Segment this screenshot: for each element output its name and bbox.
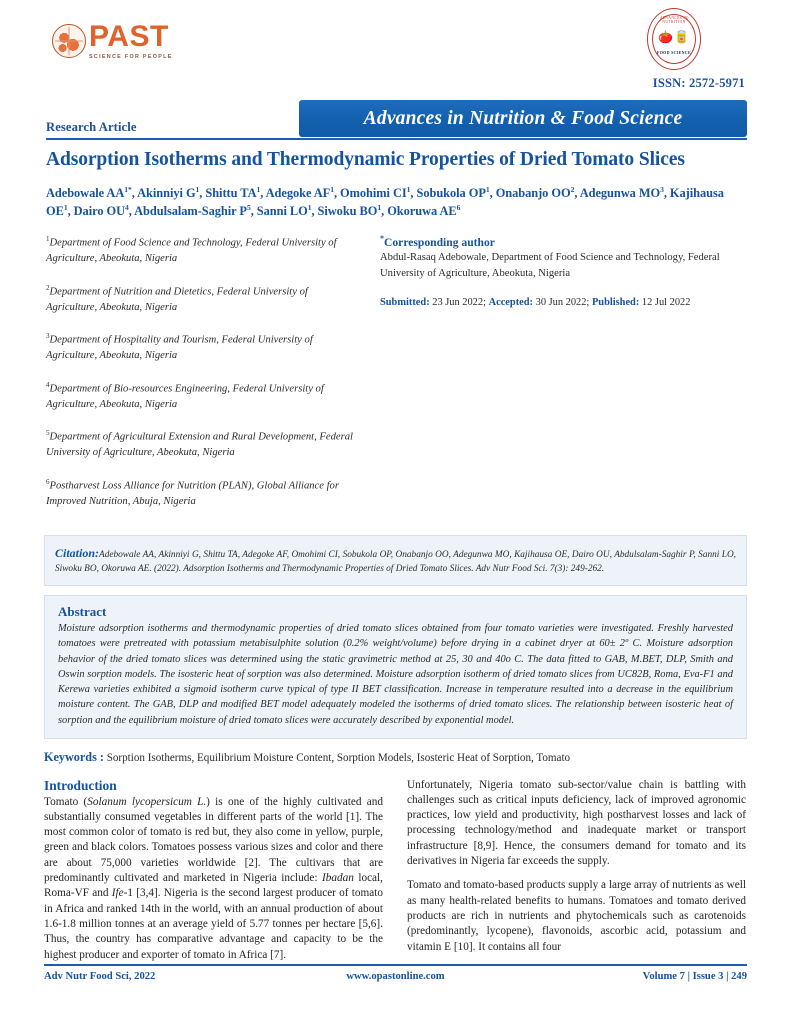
journal-title-banner bbox=[299, 100, 747, 137]
page-title: Adsorption Isotherms and Thermodynamic Properties of Dried Tomato Slices bbox=[46, 149, 685, 170]
introduction-heading: Introduction bbox=[44, 777, 117, 793]
affiliation-text: Department of Nutrition and Dietetics, Federal University of Agriculture, Abeokuta, Nigeria bbox=[46, 286, 308, 313]
submitted-value: 23 Jun 2022; bbox=[432, 297, 486, 309]
abstract-heading: Abstract bbox=[58, 603, 107, 619]
seal-food-icons: 🍅🥫 bbox=[658, 30, 690, 44]
journal-banner-row bbox=[44, 100, 747, 140]
affiliation-text: Department of Agricultural Extension and Rural Development, Federal University of Agriculture, Abeokuta, Nigeria bbox=[46, 431, 353, 459]
seal-sub-text: FOOD SCIENCE bbox=[657, 50, 691, 55]
past-logo-text: PAST bbox=[89, 20, 169, 53]
keywords-line bbox=[44, 749, 747, 767]
corresponding-author-details: Abdul-Rasaq Adebowale, Department of Food Science and Technology, Federal University of Agriculture, Abeokuta, Nigeria bbox=[380, 252, 720, 279]
journal-title-text: Advances in Nutrition & Food Science bbox=[363, 107, 683, 129]
published-value: 12 Jul 2022 bbox=[641, 297, 691, 309]
corresponding-author-block bbox=[376, 234, 747, 525]
affiliation-text: Department of Hospitality and Tourism, Federal University of Agriculture, Abeokuta, Nigeria bbox=[46, 334, 313, 362]
body-paragraph: Unfortunately, Nigeria tomato sub-sector/value chain is battling with challenges such as critical inputs deficiency, lack of improved agronomic practices, low yield and productivity, high postharvest losses and lack of processing technology/method and inadequate market or transport infrastructure [8,9]. Hence, the consumers demand for tomato and its derivatives in Nigeria far exceeds the supply. bbox=[407, 778, 746, 868]
past-logo-tagline: SCIENCE FOR PEOPLE bbox=[89, 54, 173, 60]
past-logo bbox=[52, 22, 173, 60]
page-footer bbox=[44, 964, 747, 982]
citation-text: Adebowale AA, Akinniyi G, Shittu TA, Adegoke AF, Omohimi CI, Sobukola OP, Onabanjo OO, Adegunwa MO, Kajihausa OE, Dairo OU, Abdulsalam-Saghir P, Sanni LO, Siwoku BO, Okoruwa AE. (2022). Adsorption Isotherms and Thermodynamic Properties of Dried Tomato Slices. Adv Nutr Food Sci. 7(3): 249-262. bbox=[55, 550, 736, 575]
metadata-row bbox=[44, 234, 747, 525]
body-columns bbox=[44, 778, 747, 972]
affiliation-text: Postharvest Loss Alliance for Nutrition (PLAN), Global Alliance for Improved Nutrition, Abuja, Nigeria bbox=[46, 480, 339, 507]
footer-journal-ref: Adv Nutr Food Sci, 2022 bbox=[44, 971, 156, 982]
submitted-label: Submitted: bbox=[380, 297, 430, 309]
affiliation-item: $^1$Department of Food Science and Technology, Federal University of Agriculture, Abeokuta, Nigeria bbox=[46, 235, 337, 265]
seal-arc-text: ADVANCES IN NUTRITION bbox=[659, 16, 689, 24]
author-list: Adebowale $AA^{1*}$, Akinniyi $G^1$, Shittu $TA^1$, Adegoke $AF^1$, Omohimi $CI^1$, Sobukola $OP^1$, Onabanjo $OO^2$, Adegunwa $MO^3$, Kajihausa $OE^1$, Dairo $OU^4$, Abdulsalam-Saghir $P^5$, Sanni $LO^1$, Siwoku $BO^1$, Okoruwa $AE^6$ bbox=[46, 185, 724, 218]
abstract-text: Moisture adsorption isotherms and thermodynamic properties of dried tomato slices obtained from four tomato varieties were investigated. Freshly harvested tomatoes were pretreated with potassium metabisulphite solution (0.2% weight/volume) before drying in a cabinet dryer at 60± 2º C. Moisture adsorption behavior of the dried tomato slices was determined using the static gravimetric method at 25, 30 and 40o C. The data fitted to GAB, M.BET, DLP, Smith and Oswin sorption models. The isosteric heat of sorption was also determined. Moisture adsorption isotherm of dried tomato slices from UC82B, Roma, Eva-F1 and Kerewa varieties exhibited a sigmoid isotherm curve typical of type II BET classification. Increase in temperature resulted into a decrease in the equilibrium moisture content. The GAB, DLP and modified BET model adequately modeled the isotherms of dried tomato slices. The relationship between isosteric heat of sorption and the equilibrium moisture of dried tomato slices were accurately described by exponential model. bbox=[58, 622, 733, 726]
body-paragraph: Tomato and tomato-based products supply a large array of nutrients as well as many health-related benefits to humans. Tomatoes and tomato derived products are rich in nutrients and phytochemicals such as carotenoids (predominantly, lycopene), flavonoids, ascorbic acid, potassium and vitamin E [10]. It contains all four bbox=[407, 879, 746, 953]
header-divider bbox=[46, 138, 747, 140]
affiliation-item: $^5$Department of Agricultural Extension and Rural Development, Federal University of Agriculture, Abeokuta, Nigeria bbox=[46, 429, 353, 459]
accepted-value: 30 Jun 2022; bbox=[535, 297, 590, 309]
keywords-label: Keywords : bbox=[44, 750, 104, 765]
footer-divider bbox=[44, 964, 747, 966]
column-right bbox=[407, 778, 746, 972]
citation-box bbox=[44, 535, 747, 586]
issn-text: ISSN: 2572-5971 bbox=[652, 76, 745, 90]
masthead bbox=[44, 0, 747, 96]
footer-website-link[interactable]: www.opastonline.com bbox=[346, 971, 445, 982]
accepted-label: Accepted: bbox=[488, 297, 534, 309]
affiliation-text: Department of Food Science and Technology, Federal University of Agriculture, Abeokuta, Nigeria bbox=[46, 238, 337, 265]
column-left bbox=[44, 778, 383, 972]
intro-paragraph: Tomato (Solanum lycopersicum L.) is one of the highly cultivated and substantially consumed vegetables in different parts of the world [1]. The most common color of tomato is red but, they also come in yellow, purple, green and black colors. Tomatoes possess various sizes and color and there are about 75,000 varieties worldwide [2]. The cultivars that are predominantly cultivated and marketed in Nigeria include: Ibadan local, Roma-VF and Ife-1 [3,4]. Nigeria is the second largest producer of tomato in Africa and ranked 14th in the world, with an annual production of about 1.6-1.8 million tonnes at an average yield of 5.77 tonnes per hectare [5,6]. Thus, the country has comparative advantage and capacity to be the highest producer and exporter of tomato in Africa [7]. bbox=[44, 795, 384, 961]
globe-icon bbox=[52, 24, 86, 58]
keywords-value: Sorption Isotherms, Equilibrium Moisture Content, Sorption Models, Isosteric Heat of Sorption, Tomato bbox=[106, 752, 571, 765]
footer-volume-issue-page: Volume 7 | Issue 3 | 249 bbox=[642, 971, 747, 982]
past-wordmark bbox=[89, 22, 173, 60]
published-label: Published: bbox=[591, 297, 640, 309]
citation-label: Citation: bbox=[55, 546, 100, 561]
abstract-box bbox=[44, 595, 747, 739]
affiliation-item: $^4$Department of Bio-resources Engineering, Federal University of Agriculture, Abeokuta, Nigeria bbox=[46, 380, 324, 410]
publication-dates bbox=[380, 297, 747, 308]
affiliation-list bbox=[44, 234, 356, 525]
affiliation-item: $^2$Department of Nutrition and Dietetics, Federal University of Agriculture, Abeokuta, Nigeria bbox=[46, 283, 308, 313]
corresponding-author-heading-text: Corresponding author bbox=[384, 236, 495, 250]
affiliation-item: $^3$Department of Hospitality and Tourism, Federal University of Agriculture, Abeokuta, Nigeria bbox=[46, 332, 313, 362]
journal-seal-logo bbox=[647, 8, 701, 70]
affiliation-text: Department of Bio-resources Engineering, Federal University of Agriculture, Abeokuta, Nigeria bbox=[46, 383, 324, 410]
affiliation-item: $^6$Postharvest Loss Alliance for Nutrition (PLAN), Global Alliance for Improved Nutrition, Abuja, Nigeria bbox=[46, 477, 339, 507]
article-type-label: Research Article bbox=[46, 120, 137, 134]
corresponding-author-heading: *Corresponding author bbox=[380, 234, 495, 250]
